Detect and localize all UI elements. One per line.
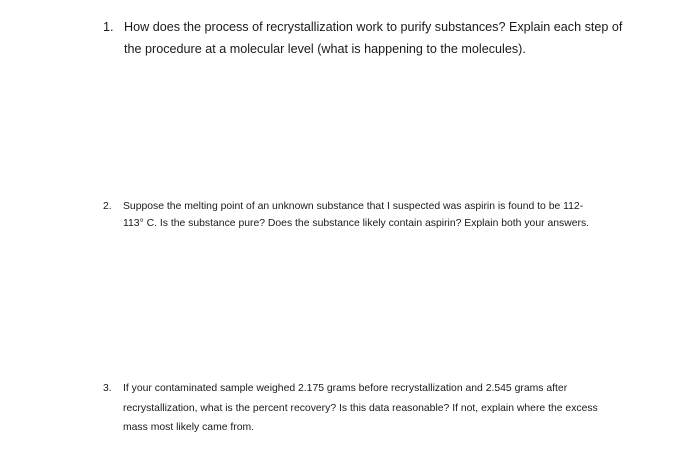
question-3-text: If your contaminated sample weighed 2.175 grams before recrystallization and 2.545 grams after recrystallization, what is the percent recovery? Is this data reasonable? If not, explain where the excess mass most likely came from. — [123, 383, 598, 433]
question-2-text: Suppose the melting point of an unknown substance that I suspected was aspirin is found to be 112-113° C. Is the substance pure? Does the substance likely contain aspirin? Explain both your answers. — [123, 201, 590, 229]
question-2 — [103, 199, 603, 232]
question-3 — [103, 379, 603, 438]
question-2-number: 2. — [103, 201, 112, 212]
question-1 — [103, 16, 623, 60]
question-3-number: 3. — [103, 383, 112, 394]
question-1-text: How does the process of recrystallization work to purify substances? Explain each step of the procedure at a molecular level (what is happening to the molecules). — [124, 20, 623, 56]
question-1-number: 1. — [103, 20, 114, 34]
